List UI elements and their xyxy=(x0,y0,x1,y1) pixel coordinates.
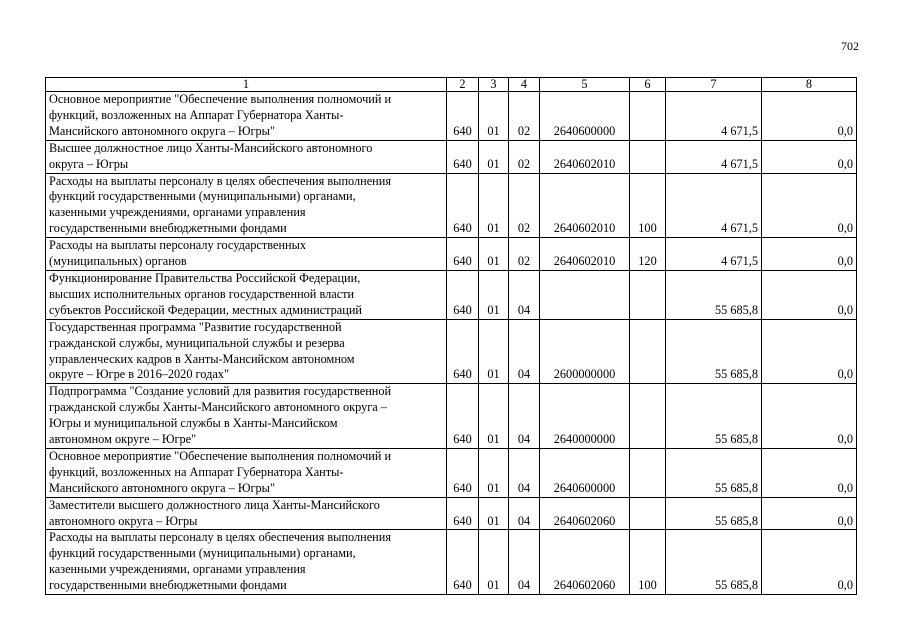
cell-col-8: 0,0 xyxy=(762,173,857,238)
header-cell-4: 4 xyxy=(509,78,540,92)
cell-col-4: 04 xyxy=(509,319,540,384)
cell-col-8: 0,0 xyxy=(762,92,857,141)
row-description: Заместители высшего должностного лица Ханты-Мансийского автономного округа – Югры xyxy=(46,497,447,530)
cell-col-3: 01 xyxy=(479,319,509,384)
budget-table xyxy=(45,77,857,595)
cell-col-8: 0,0 xyxy=(762,448,857,497)
cell-col-7: 55 685,8 xyxy=(666,319,762,384)
cell-col-3: 01 xyxy=(479,140,509,173)
cell-col-3: 01 xyxy=(479,530,509,595)
cell-col-5: 2640602010 xyxy=(540,173,630,238)
cell-col-2: 640 xyxy=(447,319,479,384)
cell-col-2: 640 xyxy=(447,270,479,319)
row-description: Подпрограмма "Создание условий для развития государственной гражданской службы Ханты-Мансийского автономного округа – Югры и муниципальной службы в Ханты-Мансийском автономном округе – Югре" xyxy=(46,384,447,449)
cell-col-3: 01 xyxy=(479,497,509,530)
cell-col-5: 2640602060 xyxy=(540,530,630,595)
row-description: Государственная программа "Развитие государственной гражданской службы, муниципальной службы и резерва управленческих кадров в Ханты-Мансийском автономном округе – Югре в 2016–2020 годах" xyxy=(46,319,447,384)
row-description: Функционирование Правительства Российской Федерации, высших исполнительных органов государственной власти субъектов Российской Федерации, местных администраций xyxy=(46,270,447,319)
table-row xyxy=(46,92,857,141)
table-row xyxy=(46,238,857,271)
cell-col-4: 04 xyxy=(509,448,540,497)
cell-col-6: 100 xyxy=(630,530,666,595)
table-row xyxy=(46,270,857,319)
cell-col-2: 640 xyxy=(447,92,479,141)
cell-col-7: 55 685,8 xyxy=(666,497,762,530)
cell-col-6 xyxy=(630,270,666,319)
cell-col-4: 02 xyxy=(509,92,540,141)
cell-col-7: 55 685,8 xyxy=(666,270,762,319)
cell-col-2: 640 xyxy=(447,140,479,173)
cell-col-5 xyxy=(540,270,630,319)
cell-col-5: 2640602010 xyxy=(540,140,630,173)
cell-col-2: 640 xyxy=(447,448,479,497)
cell-col-4: 02 xyxy=(509,238,540,271)
table-row xyxy=(46,530,857,595)
cell-col-2: 640 xyxy=(447,530,479,595)
row-description: Основное мероприятие "Обеспечение выполнения полномочий и функций, возложенных на Аппарат Губернатора Ханты- Мансийского автономного округа – Югры" xyxy=(46,448,447,497)
row-description: Расходы на выплаты персоналу в целях обеспечения выполнения функций государственными (муниципальными) органами, казенными учреждениями, органами управления государственными внебюджетными фондами xyxy=(46,530,447,595)
row-description: Основное мероприятие "Обеспечение выполнения полномочий и функций, возложенных на Аппарат Губернатора Ханты- Мансийского автономного округа – Югры" xyxy=(46,92,447,141)
cell-col-6 xyxy=(630,140,666,173)
header-cell-5: 5 xyxy=(540,78,630,92)
table-row xyxy=(46,140,857,173)
table-row xyxy=(46,448,857,497)
cell-col-6: 100 xyxy=(630,173,666,238)
cell-col-6 xyxy=(630,384,666,449)
cell-col-5: 2640602060 xyxy=(540,497,630,530)
cell-col-3: 01 xyxy=(479,384,509,449)
cell-col-6 xyxy=(630,319,666,384)
header-cell-7: 7 xyxy=(666,78,762,92)
cell-col-2: 640 xyxy=(447,384,479,449)
cell-col-4: 02 xyxy=(509,140,540,173)
cell-col-3: 01 xyxy=(479,92,509,141)
cell-col-2: 640 xyxy=(447,173,479,238)
cell-col-8: 0,0 xyxy=(762,238,857,271)
row-description: Расходы на выплаты персоналу государственных (муниципальных) органов xyxy=(46,238,447,271)
cell-col-5: 2600000000 xyxy=(540,319,630,384)
cell-col-4: 02 xyxy=(509,173,540,238)
cell-col-7: 4 671,5 xyxy=(666,140,762,173)
page-number: 702 xyxy=(841,39,859,53)
cell-col-3: 01 xyxy=(479,173,509,238)
header-cell-8: 8 xyxy=(762,78,857,92)
cell-col-5: 2640000000 xyxy=(540,384,630,449)
cell-col-8: 0,0 xyxy=(762,497,857,530)
table-row xyxy=(46,319,857,384)
cell-col-8: 0,0 xyxy=(762,270,857,319)
cell-col-7: 4 671,5 xyxy=(666,238,762,271)
cell-col-4: 04 xyxy=(509,270,540,319)
header-cell-2: 2 xyxy=(447,78,479,92)
cell-col-6 xyxy=(630,92,666,141)
cell-col-7: 4 671,5 xyxy=(666,92,762,141)
row-description: Расходы на выплаты персоналу в целях обеспечения выполнения функций государственными (муниципальными) органами, казенными учреждениями, органами управления государственными внебюджетными фондами xyxy=(46,173,447,238)
cell-col-7: 55 685,8 xyxy=(666,530,762,595)
header-cell-1: 1 xyxy=(46,78,447,92)
cell-col-6 xyxy=(630,497,666,530)
header-row xyxy=(46,78,857,92)
cell-col-2: 640 xyxy=(447,238,479,271)
cell-col-8: 0,0 xyxy=(762,140,857,173)
header-cell-3: 3 xyxy=(479,78,509,92)
table-row xyxy=(46,173,857,238)
cell-col-3: 01 xyxy=(479,238,509,271)
table-row xyxy=(46,384,857,449)
cell-col-3: 01 xyxy=(479,270,509,319)
cell-col-2: 640 xyxy=(447,497,479,530)
row-description: Высшее должностное лицо Ханты-Мансийского автономного округа – Югры xyxy=(46,140,447,173)
cell-col-7: 55 685,8 xyxy=(666,448,762,497)
cell-col-4: 04 xyxy=(509,530,540,595)
cell-col-8: 0,0 xyxy=(762,384,857,449)
cell-col-4: 04 xyxy=(509,384,540,449)
header-cell-6: 6 xyxy=(630,78,666,92)
cell-col-7: 4 671,5 xyxy=(666,173,762,238)
cell-col-3: 01 xyxy=(479,448,509,497)
cell-col-5: 2640602010 xyxy=(540,238,630,271)
cell-col-6 xyxy=(630,448,666,497)
cell-col-4: 04 xyxy=(509,497,540,530)
cell-col-6: 120 xyxy=(630,238,666,271)
cell-col-8: 0,0 xyxy=(762,530,857,595)
cell-col-8: 0,0 xyxy=(762,319,857,384)
cell-col-5: 2640600000 xyxy=(540,448,630,497)
cell-col-5: 2640600000 xyxy=(540,92,630,141)
cell-col-7: 55 685,8 xyxy=(666,384,762,449)
table-row xyxy=(46,497,857,530)
